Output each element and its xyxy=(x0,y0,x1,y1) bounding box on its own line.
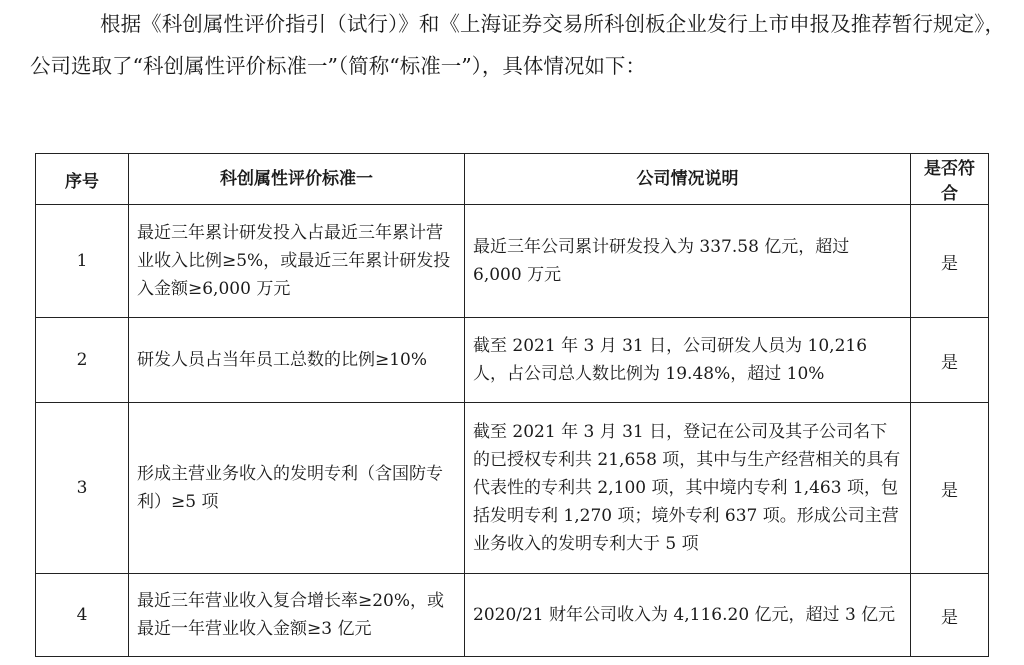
row-no: 1 xyxy=(36,205,129,318)
row-situation: 截至 2021 年 3 月 31 日，公司研发人员为 10,216 人，占公司总人数比例为 19.48%，超过 10% xyxy=(465,318,911,403)
row-no: 3 xyxy=(36,403,129,574)
row-situation: 截至 2021 年 3 月 31 日，登记在公司及其子公司名下的已授权专利共 21,658 项，其中与生产经营相关的具有代表性的专利共 2,100 项，其中境内专利 1,463 项，包括发明专利 1,270 项；境外专利 637 项。形成公司主营业务收入的发明专利大于 5 项 xyxy=(465,403,911,574)
table-row xyxy=(36,205,989,318)
intro-paragraph: 根据《科创属性评价指引（试行）》和《上海证券交易所科创板企业发行上市申报及推荐暂行规定》，公司选取了“科创属性评价标准一”（简称“标准一”），具体情况如下： xyxy=(30,12,1005,78)
row-compliant: 是 xyxy=(911,403,989,574)
table-header-row xyxy=(36,154,989,205)
row-criterion: 最近三年累计研发投入占最近三年累计营业收入比例≥5%，或最近三年累计研发投入金额≥6,000 万元 xyxy=(129,205,465,318)
row-situation: 2020/21 财年公司收入为 4,116.20 亿元，超过 3 亿元 xyxy=(465,574,911,657)
row-compliant: 是 xyxy=(911,318,989,403)
criteria-table xyxy=(35,153,989,657)
row-compliant: 是 xyxy=(911,574,989,657)
header-compliant: 是否符合 xyxy=(911,154,989,205)
row-no: 4 xyxy=(36,574,129,657)
table-row xyxy=(36,318,989,403)
row-criterion: 形成主营业务收入的发明专利（含国防专利）≥5 项 xyxy=(129,403,465,574)
table-row xyxy=(36,574,989,657)
table-row xyxy=(36,403,989,574)
row-no: 2 xyxy=(36,318,129,403)
header-no: 序号 xyxy=(36,154,129,205)
row-situation: 最近三年公司累计研发投入为 337.58 亿元，超过 6,000 万元 xyxy=(465,205,911,318)
row-criterion: 研发人员占当年员工总数的比例≥10% xyxy=(129,318,465,403)
row-compliant: 是 xyxy=(911,205,989,318)
header-situation: 公司情况说明 xyxy=(465,154,911,205)
header-criterion: 科创属性评价标准一 xyxy=(129,154,465,205)
row-criterion: 最近三年营业收入复合增长率≥20%，或最近一年营业收入金额≥3 亿元 xyxy=(129,574,465,657)
